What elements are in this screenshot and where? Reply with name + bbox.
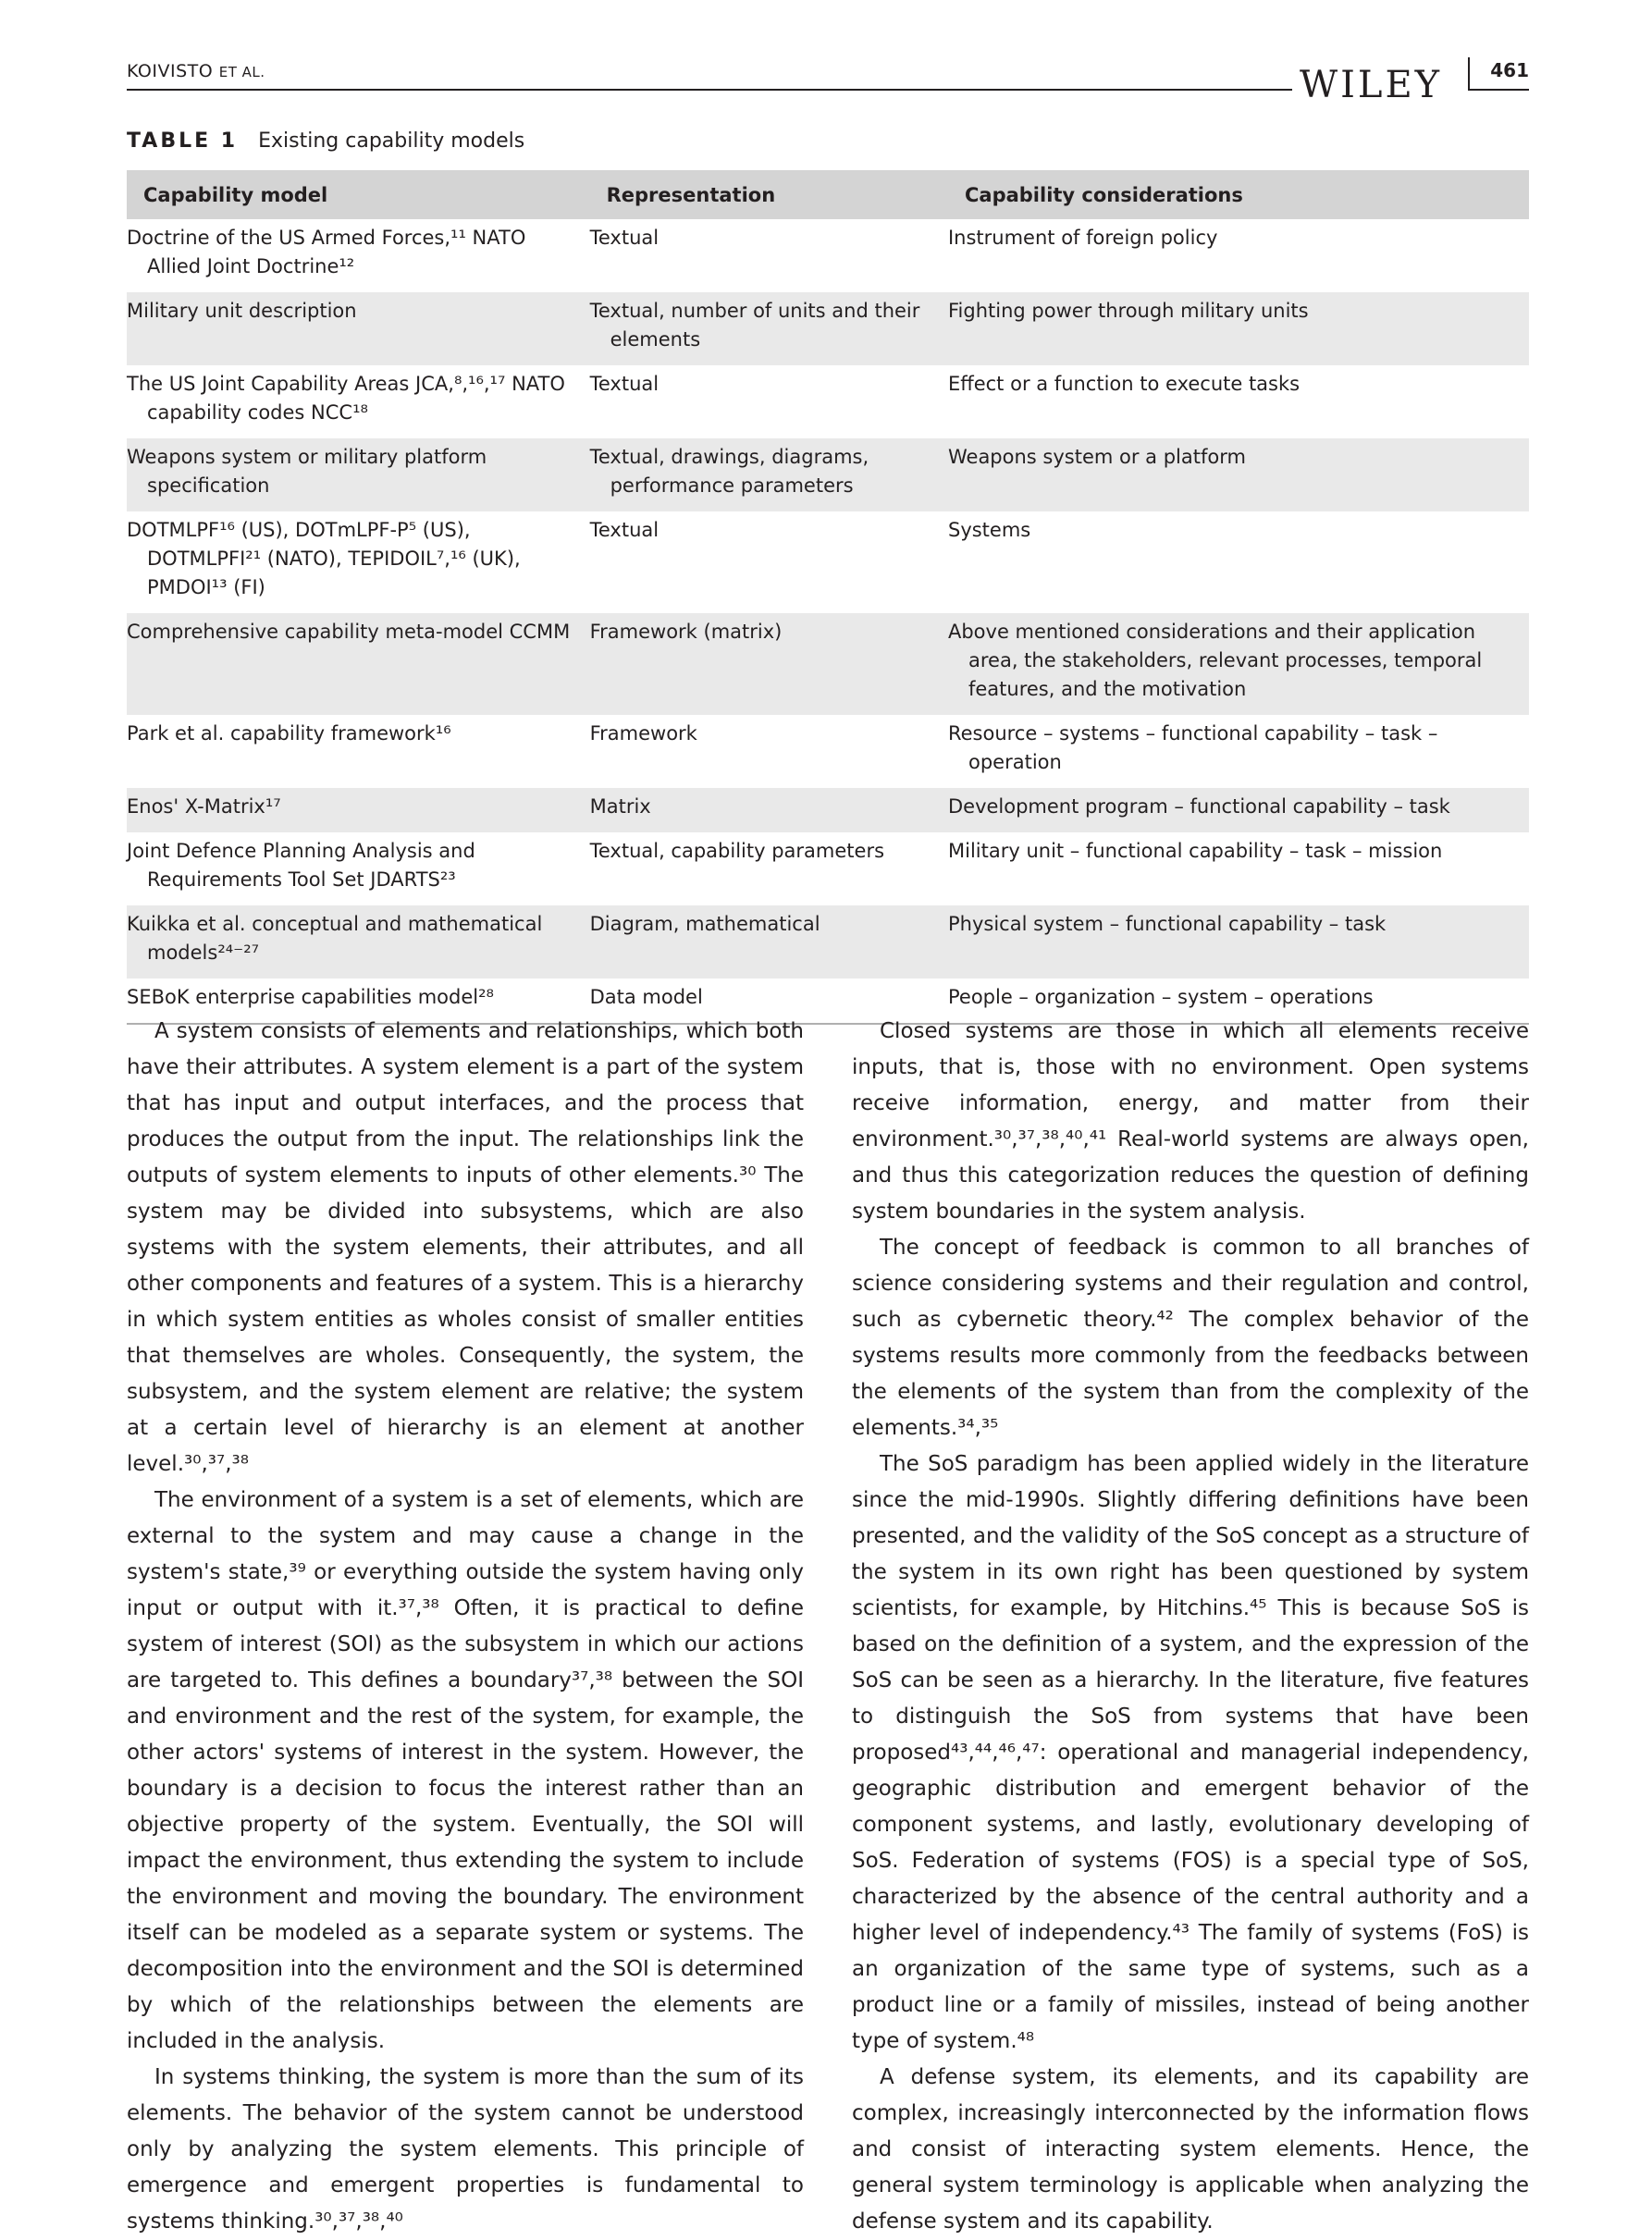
table-row xyxy=(127,438,1529,511)
cell-model: Kuikka et al. conceptual and mathematical models²⁴⁻²⁷ xyxy=(127,905,590,978)
cell-representation: Framework xyxy=(589,722,697,745)
table-row xyxy=(127,613,1529,715)
cell-representation: Matrix xyxy=(590,788,948,832)
header-separator xyxy=(1468,57,1470,89)
cell-model: Comprehensive capability meta-model CCMM xyxy=(127,613,590,715)
cell-representation: Textual xyxy=(589,227,660,249)
cell-considerations: People – organization – system – operations xyxy=(948,978,1529,1024)
body-paragraph: A system consists of elements and relationships, which both have their attributes. A system element is a part of the system that has input and output interfaces, and the process that produces the output from the input. The relationships link the outputs of system elements to inputs of other elements.³⁰ The system may be divided into subsystems, which are also systems with the system elements, their attributes, and all other components and features of a system. This is a hierarchy in which system entities as wholes consist of smaller entities that themselves are wholes. Consequently, the system, the subsystem, and the system element are relative; the system at a certain level of hierarchy is an element at another level.³⁰,³⁷,³⁸ xyxy=(127,1019,804,1476)
table-row xyxy=(127,219,1529,292)
cell-model: DOTMLPF¹⁶ (US), DOTmLPF-P⁵ (US), DOTMLPFI²¹ (NATO), TEPIDOIL⁷,¹⁶ (UK), PMDOI¹³ (FI) xyxy=(127,519,521,598)
cell-considerations: Systems xyxy=(947,519,1031,541)
body-paragraph: A defense system, its elements, and its capability are complex, increasingly interconnected by the information flows and consist of interacting system elements. Hence, the general system terminology is applicable when analyzing the defense system and its capability. xyxy=(852,2065,1529,2234)
capability-models-table xyxy=(127,170,1529,1025)
cell-model: Weapons system or military platform specification xyxy=(127,438,590,511)
cell-model: The US Joint Capability Areas JCA,⁸,¹⁶,¹⁷ NATO capability codes NCC¹⁸ xyxy=(127,373,565,424)
cell-representation: Textual xyxy=(589,519,660,541)
table-row xyxy=(127,292,1529,365)
column-header-model: Capability model xyxy=(127,170,590,219)
cell-representation: Textual xyxy=(589,373,660,395)
table-label: TABLE 1 xyxy=(127,129,239,153)
body-paragraph: The SoS paradigm has been applied widely in the literature since the mid-1990s. Slightly differing definitions have been presented, and the validity of the SoS concept as a structure of the system in its own right has been questioned by system scientists, for example, by Hitchins.⁴⁵ This is because SoS is based on the definition of a system, and the expression of the SoS can be seen as a hierarchy. In the literature, five features to distinguish the SoS from systems that have been proposed⁴³,⁴⁴,⁴⁶,⁴⁷: operational and managerial independency, geographic distribution and emergent behavior of the component systems, and lastly, evolutionary developing of SoS. Federation of systems (FOS) is a special type of SoS, characterized by the absence of the central authority and a higher level of independency.⁴³ The family of systems (FoS) is an organization of the same type of systems, such as a product line or a family of missiles, instead of being another type of system.⁴⁸ xyxy=(852,1452,1529,2053)
cell-model: SEBoK enterprise capabilities model²⁸ xyxy=(127,978,590,1024)
cell-model: Park et al. capability framework¹⁶ xyxy=(127,722,451,745)
body-paragraph: The environment of a system is a set of elements, which are external to the system and may cause a change in the system's state,³⁹ or everything outside the system having only input or output with it.³⁷,³⁸ Often, it is practical to define system of interest (SOI) as the subsystem in which our actions are targeted to. This defines a boundary³⁷,³⁸ between the SOI and environment and the rest of the system, for example, the other actors' systems of interest in the system. However, the boundary is a decision to focus the interest rather than an objective property of the system. Eventually, the SOI will impact the environment, thus extending the system to include the environment and moving the boundary. The environment itself can be modeled as a separate system or systems. The decomposition into the environment and the SOI is determined by which of the relationships between the elements are included in the analysis. xyxy=(127,1488,804,2053)
cell-considerations: Fighting power through military units xyxy=(948,292,1529,365)
table-row xyxy=(127,715,1529,788)
body-paragraph: The concept of feedback is common to all branches of science considering systems and their regulation and control, such as cybernetic theory.⁴² The complex behavior of the systems results more commonly from the feedbacks between the elements of the system than from the complexity of the elements.³⁴,³⁵ xyxy=(852,1236,1529,1440)
cell-model: Military unit description xyxy=(127,292,590,365)
header-rule-right xyxy=(1468,89,1529,91)
cell-representation: Data model xyxy=(590,978,948,1024)
cell-representation: Textual, number of units and their elements xyxy=(590,292,948,365)
cell-model: Doctrine of the US Armed Forces,¹¹ NATO Allied Joint Doctrine¹² xyxy=(127,227,526,277)
cell-considerations: Resource – systems – functional capability – task – operation xyxy=(947,722,1438,773)
table-row xyxy=(127,365,1529,438)
page-header xyxy=(127,48,1529,106)
header-rule xyxy=(127,89,1292,91)
running-head xyxy=(127,61,265,81)
cell-model: Joint Defence Planning Analysis and Requirements Tool Set JDARTS²³ xyxy=(127,840,475,891)
table-header-row xyxy=(127,170,1529,219)
cell-representation: Textual, capability parameters xyxy=(589,840,885,862)
table-caption xyxy=(127,129,524,153)
running-head-author: KOIVISTO xyxy=(127,61,214,81)
cell-representation: Framework (matrix) xyxy=(590,613,948,715)
cell-considerations: Effect or a function to execute tasks xyxy=(947,373,1301,395)
body-column-left xyxy=(127,1014,804,2240)
cell-representation: Textual, drawings, diagrams, performance parameters xyxy=(590,438,948,511)
table-row xyxy=(127,788,1529,832)
body-paragraph: In systems thinking, the system is more than the sum of its elements. The behavior of the system cannot be understood only by analyzing the system elements. This principle of emergence and emergent properties is fundamental to systems thinking.³⁰,³⁷,³⁸,⁴⁰ xyxy=(127,2065,804,2234)
column-header-considerations: Capability considerations xyxy=(948,170,1529,219)
page-number: 461 xyxy=(1490,59,1529,81)
column-header-representation: Representation xyxy=(590,170,948,219)
body-column-right xyxy=(852,1014,1529,2240)
cell-considerations: Development program – functional capability – task xyxy=(948,788,1529,832)
cell-model: Enos' X-Matrix¹⁷ xyxy=(127,788,590,832)
cell-representation: Diagram, mathematical xyxy=(590,905,948,978)
cell-considerations: Instrument of foreign policy xyxy=(947,227,1218,249)
table-title: Existing capability models xyxy=(258,129,525,153)
body-paragraph: Closed systems are those in which all elements receive inputs, that is, those with no environment. Open systems receive information, energy, and matter from their environment.³⁰,³⁷,³⁸,⁴⁰,⁴¹ Real-world systems are always open, and thus this categorization reduces the question of defining system boundaries in the system analysis. xyxy=(852,1019,1529,1224)
table-row xyxy=(127,511,1529,613)
cell-considerations: Above mentioned considerations and their application area, the stakeholders, relevant processes, temporal features, and the motivation xyxy=(948,613,1529,715)
cell-considerations: Weapons system or a platform xyxy=(948,438,1529,511)
table-row xyxy=(127,832,1529,905)
running-head-et-al: ET AL. xyxy=(218,64,265,80)
table-row xyxy=(127,905,1529,978)
cell-considerations: Physical system – functional capability – task xyxy=(948,905,1529,978)
wiley-logo: WILEY xyxy=(1300,64,1443,106)
capability-table xyxy=(127,170,1529,1025)
cell-considerations: Military unit – functional capability – task – mission xyxy=(947,840,1443,862)
